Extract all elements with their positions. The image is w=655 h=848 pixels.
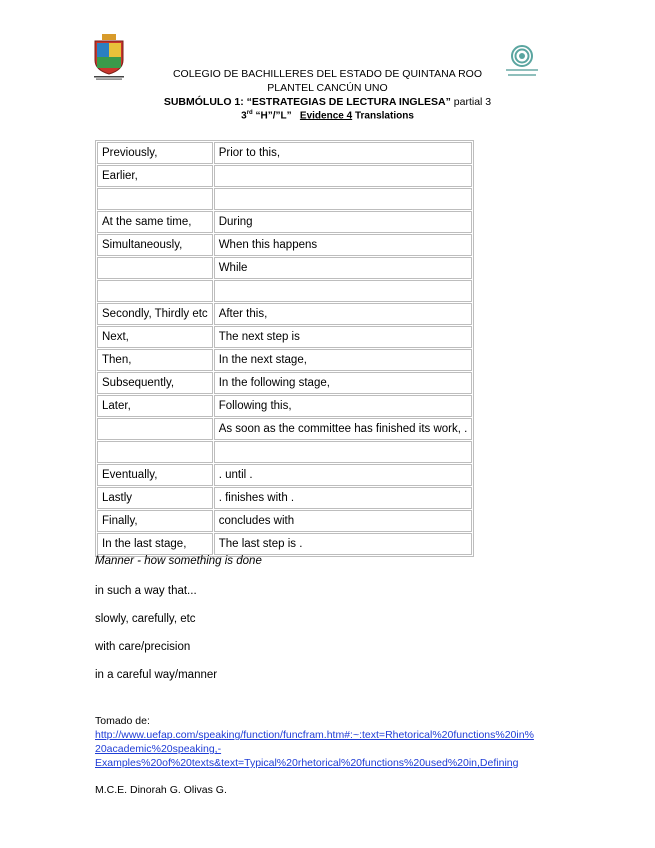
manner-item: in a careful way/manner (95, 669, 218, 681)
equivalent-cell: . finishes with . (214, 487, 473, 509)
table-row (97, 441, 472, 463)
table-row (97, 142, 472, 164)
submodule-title (0, 96, 655, 108)
equivalent-cell: . until . (214, 464, 473, 486)
connector-cell: Previously, (97, 142, 213, 164)
connector-cell: Subsequently, (97, 372, 213, 394)
connector-cell: Next, (97, 326, 213, 348)
school-name: COLEGIO DE BACHILLERES DEL ESTADO DE QUINTANA ROO (172, 68, 483, 80)
table-row (97, 487, 472, 509)
table-row (97, 257, 472, 279)
table-row (97, 234, 472, 256)
source-link[interactable]: 20academic%20speaking,- (95, 743, 222, 755)
connector-cell (97, 280, 213, 302)
equivalent-cell: Prior to this, (214, 142, 473, 164)
table-row (97, 211, 472, 233)
evidence-line (0, 110, 655, 121)
source-link[interactable]: http://www.uefap.com/speaking/function/funcfram.htm#:~:text=Rhetorical%20functions%20in% (95, 729, 534, 741)
equivalent-cell: The last step is . (214, 533, 473, 555)
equivalent-cell: When this happens (214, 234, 473, 256)
equivalent-cell: After this, (214, 303, 473, 325)
manner-item: in such a way that... (95, 585, 197, 597)
table-row (97, 349, 472, 371)
group: “H”/”L” (255, 110, 292, 122)
equivalent-cell: As soon as the committee has finished its work, . (214, 418, 473, 440)
table-row (97, 303, 472, 325)
connector-cell: Earlier, (97, 165, 213, 187)
grade: 3 (241, 110, 247, 122)
campus-name: PLANTEL CANCÚN UNO (267, 82, 388, 94)
partial-label: partial 3 (453, 96, 492, 108)
equivalent-cell (214, 441, 473, 463)
table-row (97, 464, 472, 486)
equivalent-cell: In the next stage, (214, 349, 473, 371)
equivalent-cell (214, 165, 473, 187)
evidence-topic: Translations (354, 110, 414, 122)
grade-suffix: rd (246, 110, 253, 116)
table-row (97, 395, 472, 417)
equivalent-cell: In the following stage, (214, 372, 473, 394)
equivalent-cell (214, 188, 473, 210)
manner-item: slowly, carefully, etc (95, 613, 196, 625)
connector-cell: Later, (97, 395, 213, 417)
connector-cell: Eventually, (97, 464, 213, 486)
table-row (97, 326, 472, 348)
connector-cell (97, 441, 213, 463)
connector-cell: Simultaneously, (97, 234, 213, 256)
table-row (97, 533, 472, 555)
evidence-label: Evidence 4 (299, 110, 353, 122)
equivalent-cell: The next step is (214, 326, 473, 348)
manner-item: with care/precision (95, 641, 191, 653)
table-row (97, 165, 472, 187)
equivalent-cell (214, 280, 473, 302)
equivalent-cell: Following this, (214, 395, 473, 417)
manner-title: Manner - how something is done (95, 555, 262, 567)
equivalent-cell: During (214, 211, 473, 233)
connector-cell (97, 257, 213, 279)
source-link[interactable]: Examples%20of%20texts&text=Typical%20rhetorical%20functions%20used%20in,Defining (95, 757, 519, 769)
connectors-table (95, 140, 474, 557)
source-label: Tomado de: (95, 715, 150, 727)
author-name: M.C.E. Dinorah G. Olivas G. (95, 784, 227, 796)
equivalent-cell: concludes with (214, 510, 473, 532)
connector-cell: Finally, (97, 510, 213, 532)
table-row (97, 510, 472, 532)
connector-cell: Then, (97, 349, 213, 371)
equivalent-cell: While (214, 257, 473, 279)
connector-cell (97, 418, 213, 440)
table-row (97, 188, 472, 210)
connector-cell: Lastly (97, 487, 213, 509)
table-row (97, 280, 472, 302)
connector-cell: In the last stage, (97, 533, 213, 555)
connector-cell: Secondly, Thirdly etc (97, 303, 213, 325)
submodule-name: SUBMÓLULO 1: “ESTRATEGIAS DE LECTURA INGLESA” (163, 96, 451, 108)
table-row (97, 418, 472, 440)
table-row (97, 372, 472, 394)
connector-cell (97, 188, 213, 210)
connector-cell: At the same time, (97, 211, 213, 233)
